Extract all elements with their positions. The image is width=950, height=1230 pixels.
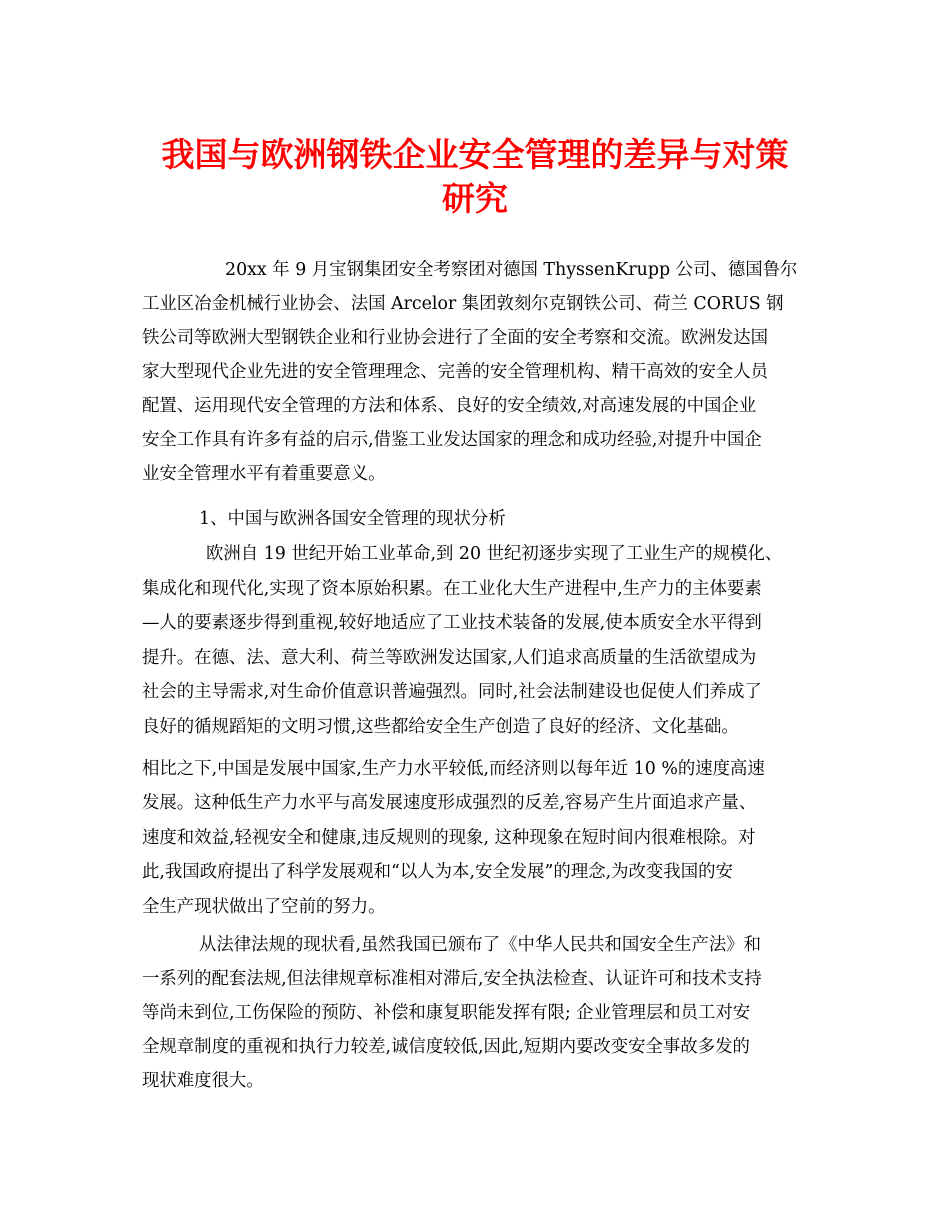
text-line: 发展。这种低生产力水平与高发展速度形成强烈的反差,容易产生片面追求产量、: [142, 793, 757, 813]
text-line: 配置、运用现代安全管理的方法和体系、良好的安全绩效,对高速发展的中国企业: [142, 396, 757, 416]
text-line: 社会的主导需求,对生命价值意识普遍强烈。同时,社会法制建设也促使人们养成了: [142, 682, 762, 702]
text-line: 全生产现状做出了空前的努力。: [142, 897, 386, 917]
text-line: 良好的循规蹈矩的文明习惯,这些都给安全生产创造了良好的经济、文化基础。: [142, 717, 739, 737]
text-line: 从法律法规的现状看,虽然我国已颁布了《中华人民共和国安全生产法》和: [199, 935, 762, 955]
text-line: 此,我国政府提出了科学发展观和“以人为本,安全发展”的理念,为改变我国的安: [142, 862, 733, 882]
text-line: 业安全管理水平有着重要意义。: [142, 464, 386, 484]
text-line: 铁公司等欧洲大型钢铁企业和行业协会进行了全面的安全考察和交流。欧洲发达国: [142, 328, 769, 348]
document-title-line-2: 研究: [442, 179, 508, 218]
text-line: 安全工作具有许多有益的启示,借鉴工业发达国家的理念和成功经验,对提升中国企: [142, 430, 762, 450]
section-heading: 1、中国与欧洲各国安全管理的现状分析: [199, 509, 506, 529]
text-line: —人的要素逐步得到重视,较好地适应了工业技术装备的发展,使本质安全水平得到: [142, 613, 762, 633]
text-line: 全规章制度的重视和执行力较差,诚信度较低,因此,短期内要改变安全事故多发的: [142, 1037, 750, 1057]
text-line: 欧洲自 19 世纪开始工业革命,到 20 世纪初逐步实现了工业生产的规模化、: [206, 544, 783, 564]
text-line: 相比之下,中国是发展中国家,生产力水平较低,而经济则以每年近 10 %的速度高速: [142, 759, 765, 779]
text-line: 一系列的配套法规,但法律规章标准相对滞后,安全执法检查、认证许可和技术支持: [142, 969, 762, 989]
text-line: 集成化和现代化,实现了资本原始积累。在工业化大生产进程中,生产力的主体要素: [142, 579, 762, 599]
text-line: 工业区冶金机械行业协会、法国 Arcelor 集团敦刻尔克钢铁公司、荷兰 CORUS 钢: [142, 294, 784, 314]
text-line: 20xx 年 9 月宝钢集团安全考察团对德国 ThyssenKrupp 公司、德国鲁尔: [225, 260, 798, 280]
text-line: 家大型现代企业先进的安全管理理念、完善的安全管理机构、精干高效的安全人员: [142, 362, 769, 382]
text-line: 等尚未到位,工伤保险的预防、补偿和康复职能发挥有限; 企业管理层和员工对安: [142, 1003, 751, 1023]
document-title-line-1: 我国与欧洲钢铁企业安全管理的差异与对策: [161, 135, 789, 174]
text-line: 现状难度很大。: [142, 1071, 264, 1091]
text-line: 提升。在德、法、意大利、荷兰等欧洲发达国家,人们追求高质量的生活欲望成为: [142, 648, 757, 668]
text-line: 速度和效益,轻视安全和健康,违反规则的现象, 这种现象在短时间内很难根除。对: [142, 828, 756, 848]
